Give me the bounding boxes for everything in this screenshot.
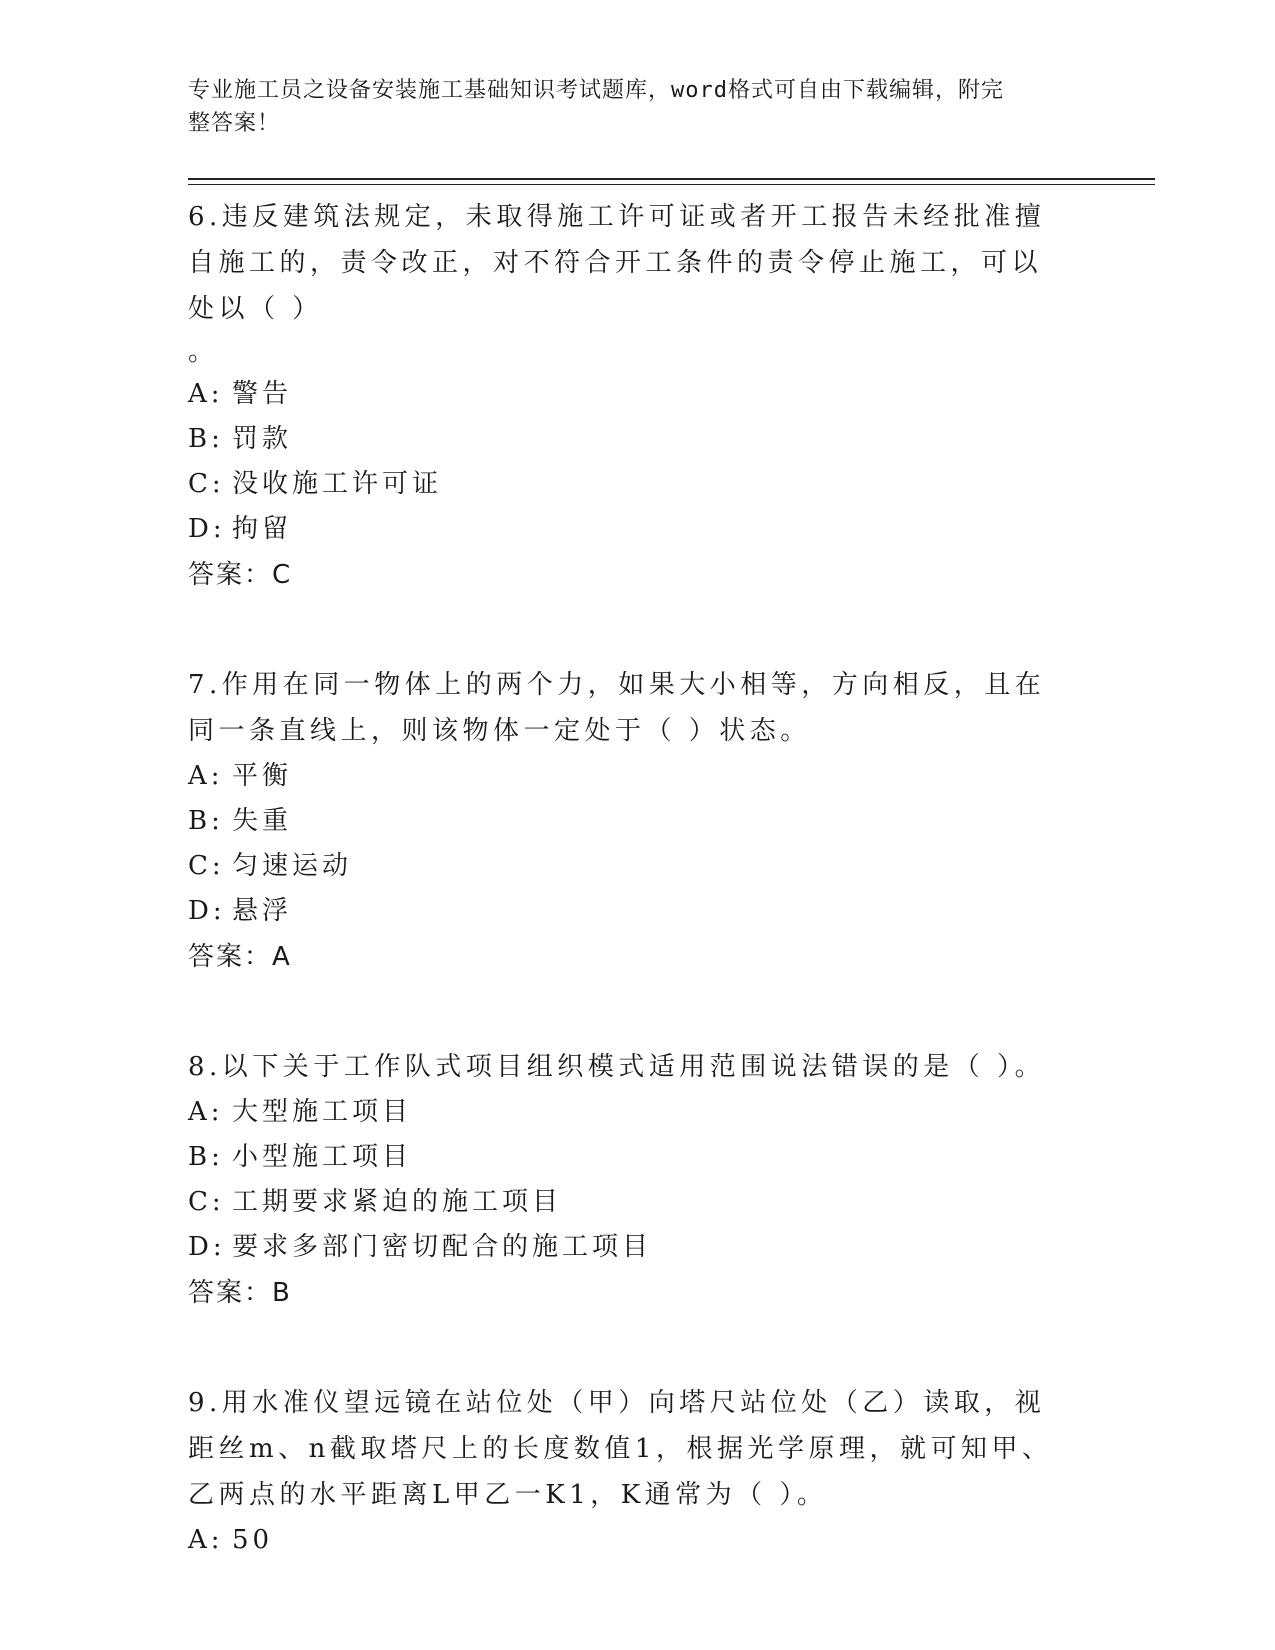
option-key: D: xyxy=(188,1232,226,1262)
option-text: 要求多部门密切配合的施工项目 xyxy=(232,1232,653,1262)
option-key: B: xyxy=(188,1142,224,1172)
header-divider-thin xyxy=(188,184,1155,185)
option-text: 拘留 xyxy=(232,514,293,544)
option-c xyxy=(188,462,1088,507)
question-text: 8.以下关于工作队式项目组织模式适用范围说法错误的是（ ）。 xyxy=(188,1052,1046,1082)
question-8 xyxy=(188,1044,1088,1316)
option-a xyxy=(188,372,1088,417)
option-key: D: xyxy=(188,896,226,926)
question-spacer xyxy=(188,980,1088,1040)
option-text: 悬浮 xyxy=(232,896,293,926)
option-text: 平衡 xyxy=(232,761,293,791)
option-key: A: xyxy=(188,379,224,409)
header-line-1: 专业施工员之设备安装施工基础知识考试题库，word格式可自由下载编辑，附完 xyxy=(188,78,1004,103)
option-text: 没收施工许可证 xyxy=(232,469,443,499)
option-key: A: xyxy=(188,761,224,791)
answer-line: 答案：B xyxy=(188,1278,292,1308)
header-divider-thick xyxy=(188,178,1155,180)
option-d xyxy=(188,889,1088,934)
question-text: 9.用水准仪望远镜在站位处（甲）向塔尺站位处（乙）读取，视距丝m、n截取塔尺上的长度数值1，根据光学原理，就可知甲、乙两点的水平距离L甲乙一K1，K通常为（ ）。 xyxy=(188,1388,1053,1510)
option-text: 50 xyxy=(232,1525,274,1555)
option-text: 警告 xyxy=(232,379,293,409)
answer-line: 答案：A xyxy=(188,942,292,972)
question-spacer xyxy=(188,1316,1088,1376)
option-a xyxy=(188,1518,1088,1563)
option-text: 工期要求紧迫的施工项目 xyxy=(232,1187,563,1217)
header-line-2: 整答案！ xyxy=(188,111,281,136)
option-key: C: xyxy=(188,851,225,881)
question-spacer xyxy=(188,598,1088,658)
option-a xyxy=(188,1090,1088,1135)
option-d xyxy=(188,507,1088,552)
option-key: C: xyxy=(188,469,225,499)
answer-line: 答案：C xyxy=(188,560,293,590)
document-header xyxy=(188,74,1068,140)
option-text: 小型施工项目 xyxy=(232,1142,413,1172)
question-6 xyxy=(188,194,1088,598)
question-9 xyxy=(188,1380,1088,1563)
option-text: 罚款 xyxy=(232,424,293,454)
question-text: 7.作用在同一物体上的两个力，如果大小相等，方向相反，且在同一条直线上，则该物体一定处于（ ）状态。 xyxy=(188,670,1046,746)
option-c xyxy=(188,1180,1088,1225)
question-list xyxy=(188,190,1088,1563)
option-b xyxy=(188,799,1088,844)
option-key: C: xyxy=(188,1187,225,1217)
option-key: A: xyxy=(188,1525,224,1555)
option-key: A: xyxy=(188,1097,224,1127)
question-text-tail: 。 xyxy=(188,337,215,367)
option-key: B: xyxy=(188,806,224,836)
option-d xyxy=(188,1225,1088,1270)
option-key: D: xyxy=(188,514,226,544)
option-key: B: xyxy=(188,424,224,454)
option-b xyxy=(188,417,1088,462)
option-text: 匀速运动 xyxy=(232,851,353,881)
question-7 xyxy=(188,662,1088,980)
option-c xyxy=(188,844,1088,889)
option-text: 失重 xyxy=(232,806,293,836)
question-text: 6.违反建筑法规定，未取得施工许可证或者开工报告未经批准擅自施工的，责令改正，对不符合开工条件的责令停止施工，可以处以（ ） xyxy=(188,202,1046,324)
option-b xyxy=(188,1135,1088,1180)
option-a xyxy=(188,754,1088,799)
option-text: 大型施工项目 xyxy=(232,1097,413,1127)
